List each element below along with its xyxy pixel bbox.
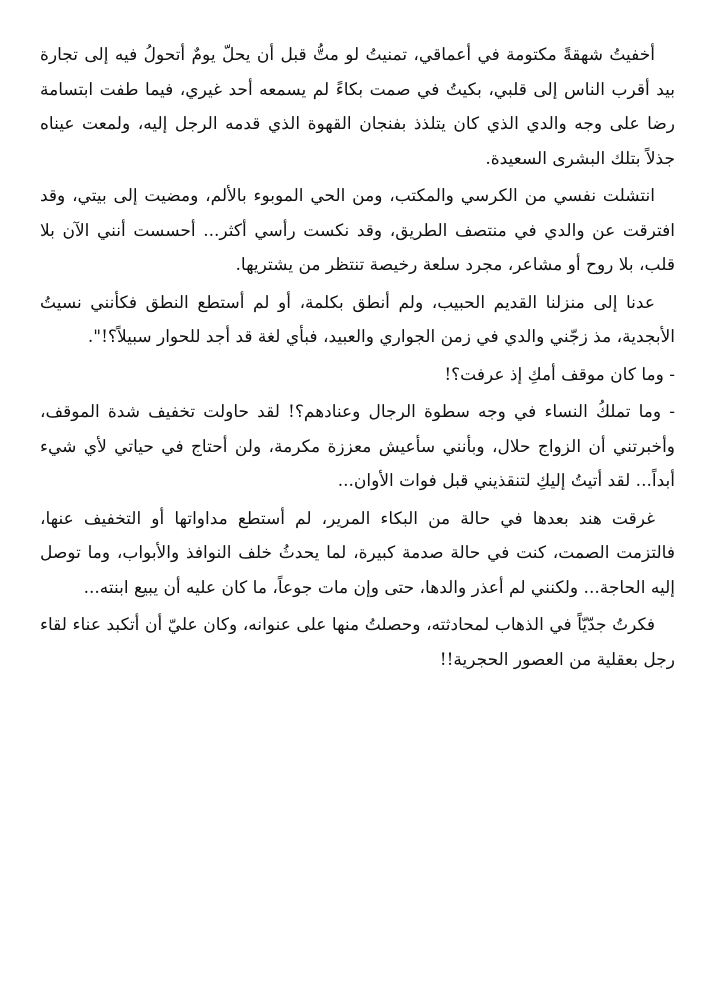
paragraph-6: غرقت هند بعدها في حالة من البكاء المرير، لم أستطع مداواتها أو التخفيف عنها، فالتزمت الصمت، كنت في حالة صدمة كبيرة، لما يحدثُ خلف النوافذ والأبواب، وما توصل إليه الحاجة... ولكنني لم أعذر والدها، حتى وإن مات جوعاً، ما كان عليه أن يبيع ابنته... bbox=[40, 508, 675, 598]
paragraph-3: عدنا إلى منزلنا القديم الحبيب، ولم أنطق بكلمة، أو لم أستطع النطق فكأنني نسيتُ الأبجدية، مذ زجّني والدي في زمن الجواري والعبيد، فبأي لغة قد أجد للحوار سبيلاً؟!". bbox=[40, 292, 675, 347]
dialogue-line-1: - وما كان موقف أمكِ إذ عرفت؟! bbox=[444, 364, 675, 385]
paragraph-7: فكرتُ جدّيّاً في الذهاب لمحادثته، وحصلتُ منها على عنوانه، وكان عليّ أن أتكبد عناء لقاء رجل بعقلية من العصور الحجرية!! bbox=[40, 615, 675, 670]
document-body bbox=[40, 38, 675, 680]
paragraph-1: أخفيتُ شهقةً مكتومة في أعماقي، تمنيتُ لو متُّ قبل أن يحلّ يومٌ أتحولُ فيه إلى تجارة بيد أقرب الناس إلى قلبي، بكيتُ في صمت بكاءً لم يسمعه أحد غيري، فيما طفت ابتسامة رضا على وجه والدي الذي كان يتلذذ بفنجان القهوة الذي قدمه الرجل إليه، ولمعت عيناه جذلاً بتلك البشرى السعيدة. bbox=[40, 45, 675, 169]
dialogue-line-2: - وما تملكُ النساء في وجه سطوة الرجال وعنادهم؟! لقد حاولت تخفيف شدة الموقف، وأخبرتني أن الزواج حلال، وبأنني سأعيش معززة مكرمة، ولن أحتاج في حياتي لأي شيء أبداً... لقد أتيتُ إليكِ لتنقذيني قبل فوات الأوان... bbox=[40, 402, 675, 491]
paragraph-2: انتشلت نفسي من الكرسي والمكتب، ومن الحي الموبوء بالألم، ومضيت إلى بيتي، وقد افترقت عن والدي في منتصف الطريق، وقد نكست رأسي أكثر... أحسست أنني الآن بلا قلب، بلا روح أو مشاعر، مجرد سلعة رخيصة تنتظر من يشتريها. bbox=[40, 186, 675, 275]
